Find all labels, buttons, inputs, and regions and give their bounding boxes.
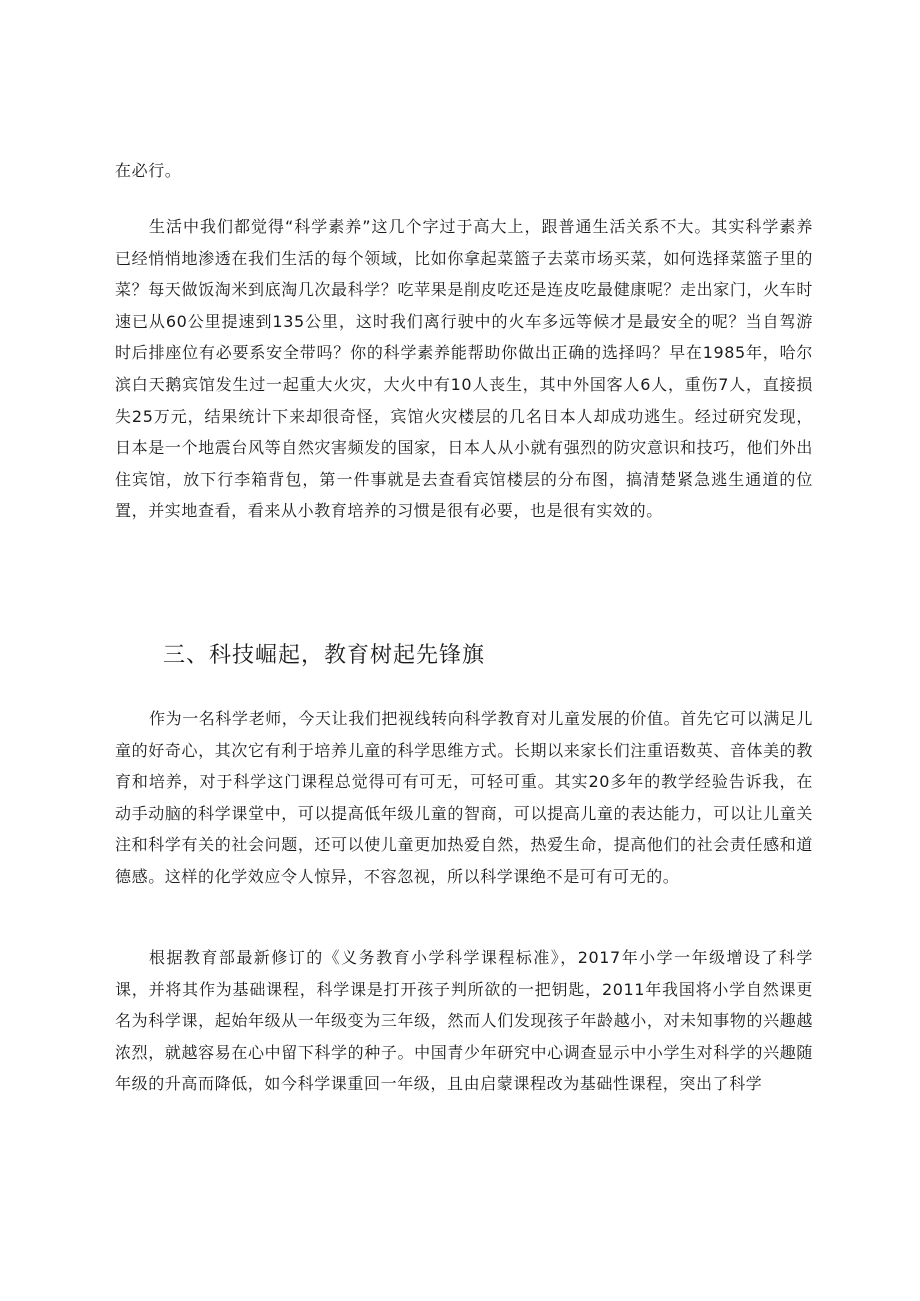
section-heading: 三、科技崛起，教育树起先锋旗: [163, 643, 486, 668]
paragraph-continuation: 在必行。: [115, 161, 182, 180]
paragraph-curriculum-standard: 根据教育部最新修订的《义务教育小学科学课程标准》，2017年小学一年级增设了科学课，并将其作为基础课程，科学课是打开孩子判所欲的一把钥匙，2011年我国将小学自然课更名为科学课，起始年级从一年级变为三年级，然而人们发现孩子年龄越小，对未知事物的兴趣越浓烈，就越容易在心中留下科学的种子。中国青少年研究中心调查显示中小学生对科学的兴趣随年级的升高而降低，如今科学课重回一年级，且由启蒙课程改为基础性课程，突出了科学: [115, 948, 813, 1094]
paragraph-science-literacy: 生活中我们都觉得“科学素养”这几个字过于高大上，跟普通生活关系不大。其实科学素养已经悄悄地渗透在我们生活的每个领域，比如你拿起菜篮子去菜市场买菜，如何选择菜篮子里的菜？每天做饭淘米到底淘几次最科学？吃苹果是削皮吃还是连皮吃最健康呢？走出家门，火车时速已从60公里提速到135公里，这时我们离行驶中的火车多远等候才是最安全的呢？当自驾游时后排座位有必要系安全带吗？你的科学素养能帮助你做出正确的选择吗？早在1985年，哈尔滨白天鹅宾馆发生过一起重大火灾，大火中有10人丧生，其中外国客人6人，重伤7人，直接损失25万元，结果统计下来却很奇怪，宾馆火灾楼层的几名日本人却成功逃生。经过研究发现，日本是一个地震台风等自然灾害频发的国家，日本人从小就有强烈的防灾意识和技巧，他们外出住宾馆，放下行李箱背包，第一件事就是去查看宾馆楼层的分布图，搞清楚紧急逃生通道的位置，并实地查看，看来从小教育培养的习惯是很有必要，也是很有实效的。: [115, 217, 813, 521]
paragraph-science-teacher: 作为一名科学老师，今天让我们把视线转向科学教育对儿童发展的价值。首先它可以满足儿童的好奇心，其次它有利于培养儿童的科学思维方式。长期以来家长们注重语数英、音体美的教育和培养，对于科学这门课程总觉得可有可无，可轻可重。其实20多年的教学经验告诉我，在动手动脑的科学课堂中，可以提高低年级儿童的智商，可以提高儿童的表达能力，可以让儿童关注和科学有关的社会问题，还可以使儿童更加热爱自然，热爱生命，提高他们的社会责任感和道德感。这样的化学效应令人惊异，不容忽视，所以科学课绝不是可有可无的。: [115, 709, 814, 886]
